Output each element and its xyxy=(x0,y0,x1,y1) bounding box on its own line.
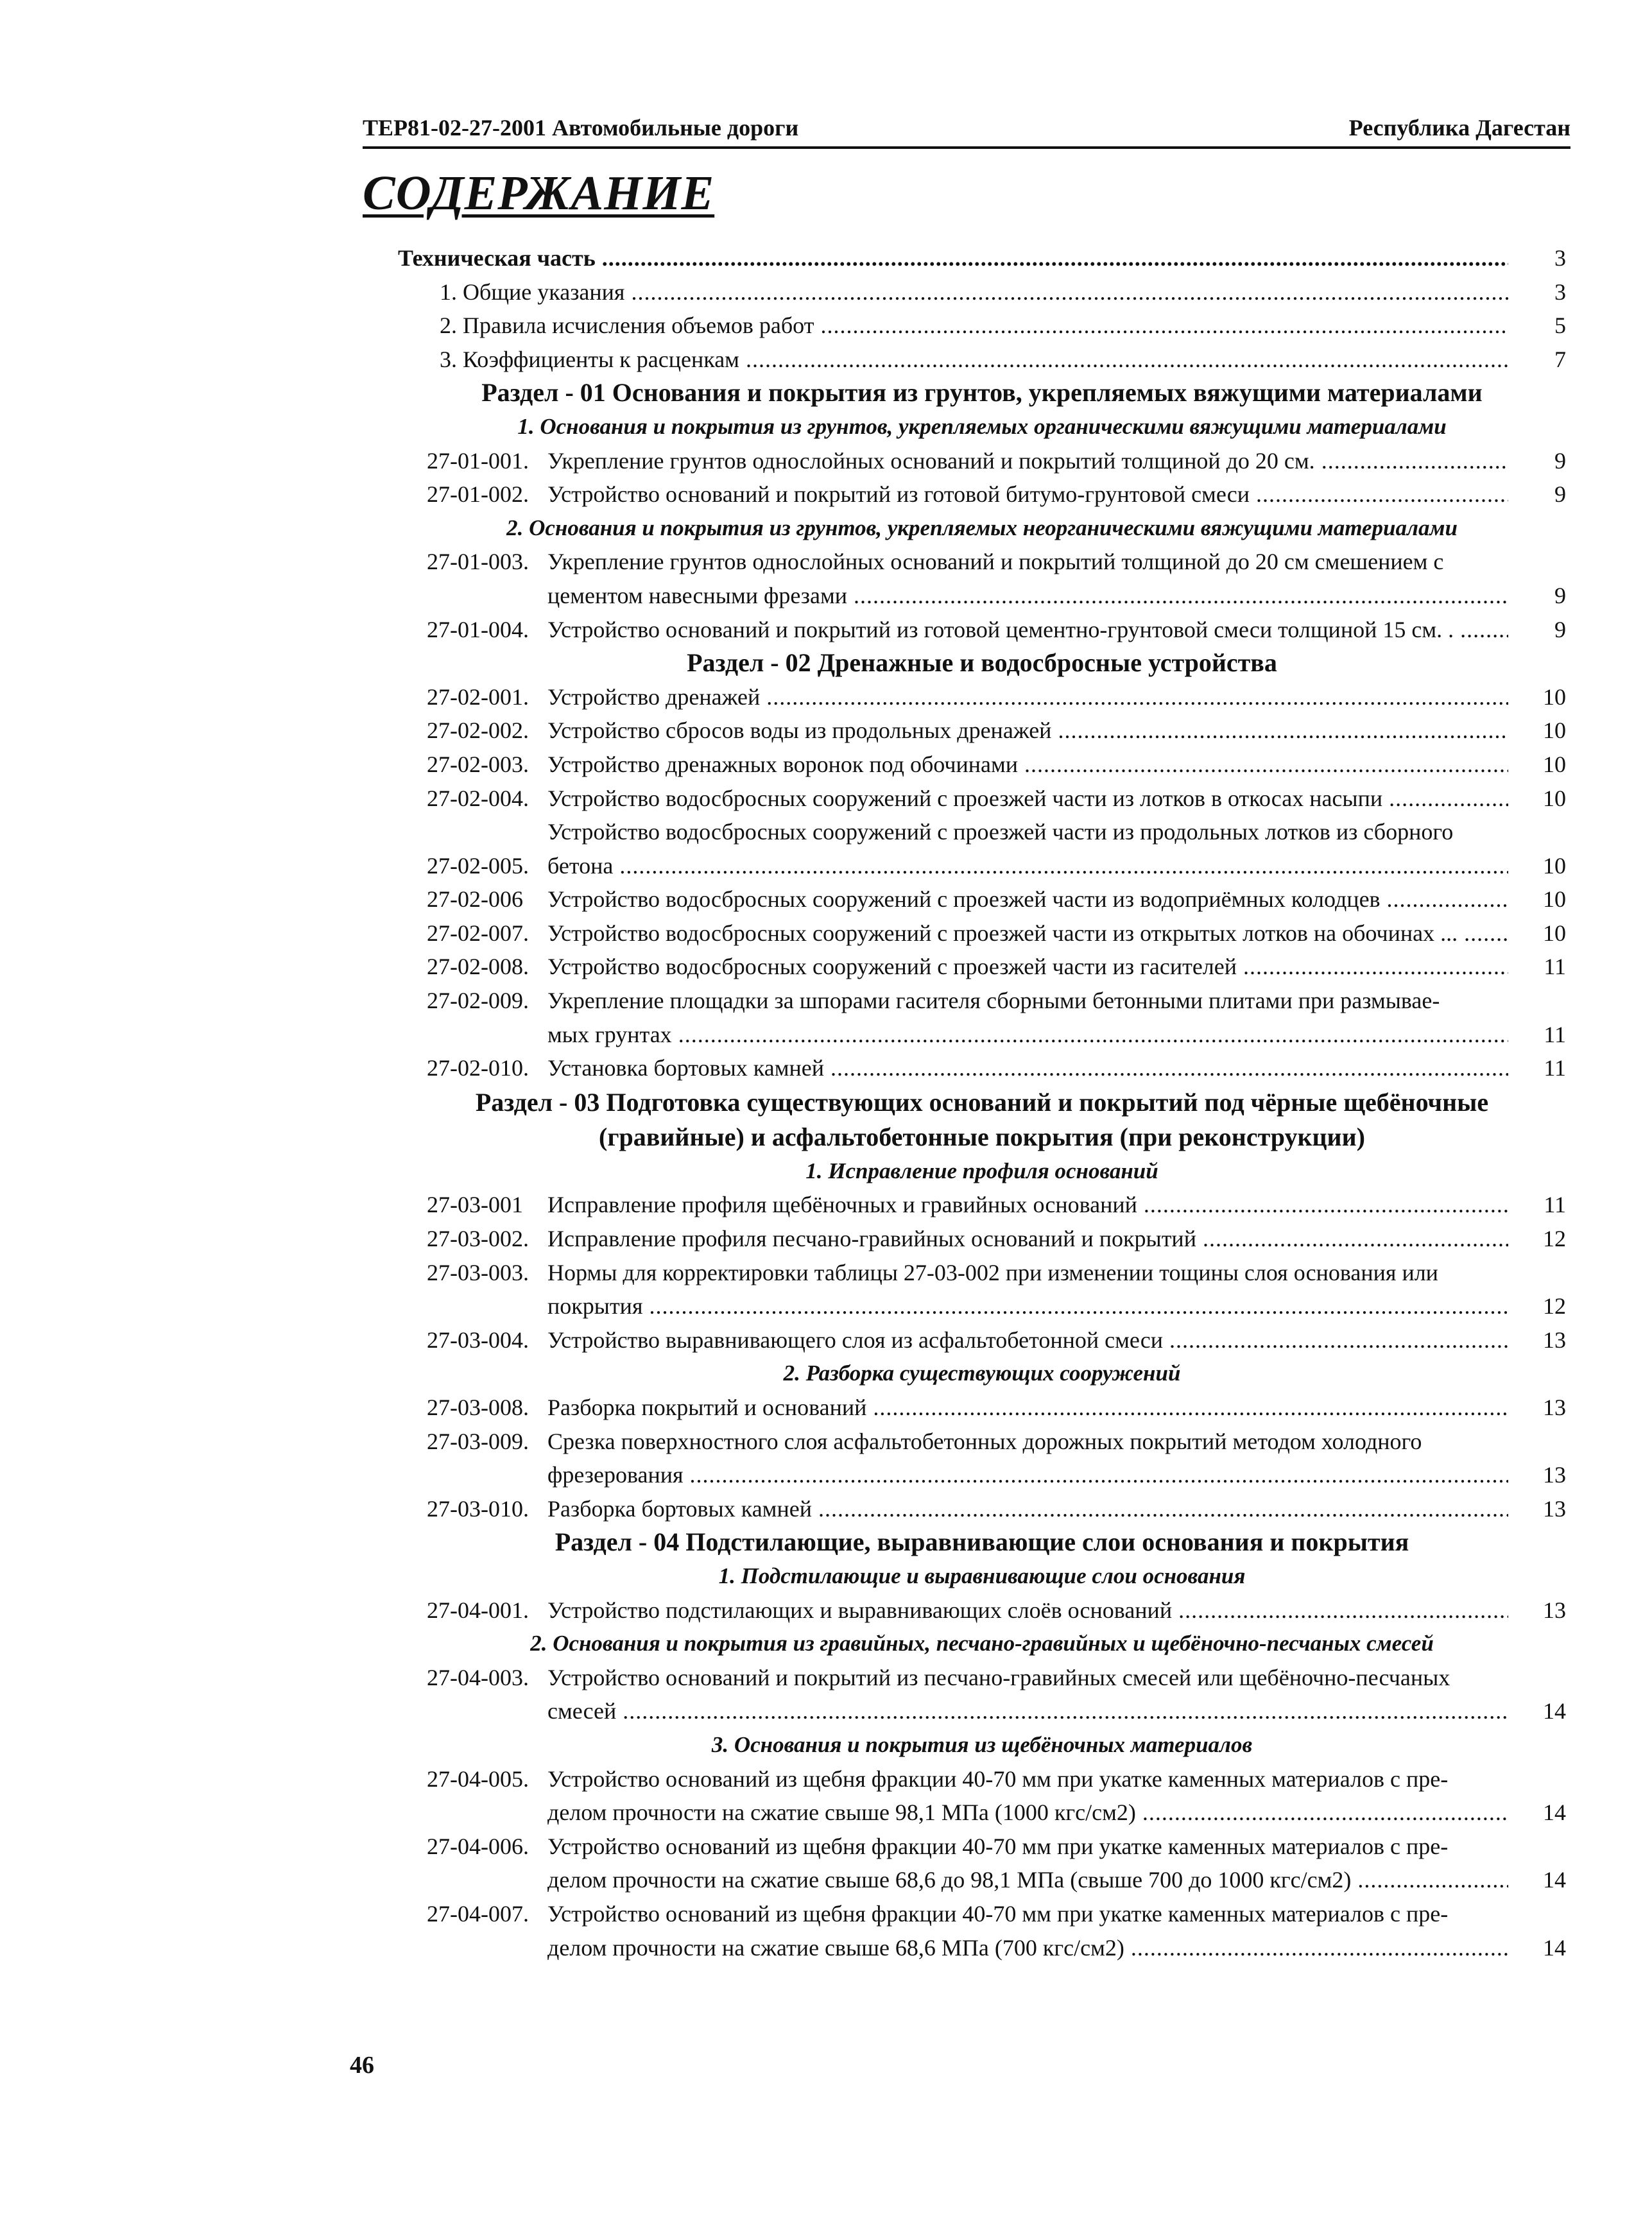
toc-entry-title xyxy=(547,1661,1508,1728)
header-region: Республика Дагестан xyxy=(1348,115,1570,141)
toc-entry-code: 27-03-001 xyxy=(427,1192,523,1218)
toc-entry[interactable] xyxy=(398,1051,1566,1085)
toc-entry-code: 27-02-004. xyxy=(427,785,529,811)
toc-entry-title: Техническая часть ..... xyxy=(398,241,1508,275)
toc-entry-title-line2: бетона ..... xyxy=(547,849,1508,883)
subsection-heading: 1. Подстилающие и выравнивающие слои основания xyxy=(718,1563,1246,1588)
toc-entry-title-line2: делом прочности на сжатие свыше 68,6 до 98,1 МПа (свыше 700 до 1000 кгс/см2) ..... xyxy=(547,1863,1508,1897)
toc-entry-code: 27-02-007. xyxy=(427,920,529,946)
toc-entry[interactable] xyxy=(398,1425,1566,1492)
toc-entry-page: 13 xyxy=(1543,1495,1566,1522)
header-document-title: ТЕР81-02-27-2001 Автомобильные дороги xyxy=(363,115,799,141)
toc-entry-page: 12 xyxy=(1543,1226,1566,1252)
toc-entry[interactable] xyxy=(398,1661,1566,1728)
section-heading: Раздел - 01 Основания и покрытия из грунтов, укрепляемых вяжущими материалами xyxy=(481,378,1483,408)
toc-entry-title-line2: делом прочности на сжатие свыше 68,6 МПа (700 кгс/см2) ..... xyxy=(547,1931,1508,1965)
toc-entry-title-line2: делом прочности на сжатие свыше 98,1 МПа (1000 кгс/см2) ..... xyxy=(547,1796,1508,1830)
toc-entry-page: 11 xyxy=(1544,1192,1566,1218)
toc-entry-code: 27-03-003. xyxy=(427,1259,529,1285)
page-number: 46 xyxy=(350,2052,374,2079)
toc-entry-title: Устройство водосбросных сооружений с проезжей части из лотков в откосах насыпи ..... xyxy=(547,782,1508,816)
toc-entry-title: Устройство оснований и покрытий из готовой цементно-грунтовой смеси толщиной 15 см. . ..... xyxy=(547,613,1508,647)
toc-entry[interactable] xyxy=(398,882,1566,916)
toc-entry-title: Разборка бортовых камней ..... xyxy=(547,1492,1508,1526)
running-header xyxy=(363,114,1570,149)
toc-entry-code: 27-03-009. xyxy=(427,1428,529,1454)
toc-entry[interactable] xyxy=(398,984,1566,1051)
toc-entry-page: 10 xyxy=(1543,852,1566,879)
toc-entry[interactable] xyxy=(398,1391,1566,1425)
toc-entry-title: Устройство водосбросных сооружений с проезжей части из открытых лотков на обочинах ... ..... xyxy=(547,916,1508,950)
toc-entry-page: 7 xyxy=(1554,346,1566,372)
subsection-heading: 1. Основания и покрытия из грунтов, укрепляемых органическими вяжущими материалами xyxy=(517,413,1447,439)
toc-entry-title: 3. Коэффициенты к расценкам ..... xyxy=(440,343,1508,377)
toc-entry-page: 14 xyxy=(1543,1698,1566,1724)
toc-entry[interactable] xyxy=(398,477,1566,511)
toc-entry-title-line1: Устройство оснований из щебня фракции 40-70 мм при укатке каменных материалов с пре- xyxy=(547,1833,1449,1859)
toc-entry-title: Исправление профиля песчано-гравийных оснований и покрытий ..... xyxy=(547,1222,1508,1256)
toc-entry-page: 3 xyxy=(1554,245,1566,271)
toc-entry-page: 13 xyxy=(1543,1327,1566,1353)
toc-entry[interactable] xyxy=(398,444,1566,478)
toc-entry-page: 14 xyxy=(1543,1800,1566,1826)
toc-entry-page: 10 xyxy=(1543,683,1566,710)
toc-entry-title-line1: Срезка поверхностного слоя асфальтобетонных дорожных покрытий методом холодного xyxy=(547,1428,1422,1454)
toc-entry-code: 27-02-003. xyxy=(427,751,529,777)
toc-entry-code: 27-03-004. xyxy=(427,1327,529,1353)
toc-entry-title xyxy=(547,815,1508,882)
toc-entry-page: 10 xyxy=(1543,717,1566,744)
toc-entry-title-line1: Укрепление грунтов однослойных оснований и покрытий толщиной до 20 см смешением с xyxy=(547,549,1444,575)
toc-entry[interactable] xyxy=(398,916,1566,950)
toc-entry-code: 27-04-006. xyxy=(427,1833,529,1859)
toc-entry-title xyxy=(547,1256,1508,1323)
toc-entry-code: 27-02-002. xyxy=(427,717,529,744)
toc-entry-code: 27-02-001. xyxy=(427,683,529,710)
toc-entry-code: 27-03-010. xyxy=(427,1495,529,1522)
toc-entry-page: 11 xyxy=(1544,1055,1566,1081)
toc-entry-title: Разборка покрытий и оснований ..... xyxy=(547,1391,1508,1425)
toc-entry-code: 27-03-008. xyxy=(427,1395,529,1420)
toc-entry-page: 10 xyxy=(1543,751,1566,777)
toc-entry[interactable] xyxy=(398,309,1566,343)
toc-entry-page: 13 xyxy=(1543,1462,1566,1488)
toc-entry[interactable] xyxy=(398,1222,1566,1256)
toc-entry[interactable] xyxy=(398,1492,1566,1526)
subsection-heading: 3. Основания и покрытия из щебёночных материалов xyxy=(711,1731,1253,1757)
toc-entry-page: 11 xyxy=(1544,1021,1566,1047)
toc-entry[interactable] xyxy=(398,782,1566,816)
toc-entry-title: Устройство водосбросных сооружений с проезжей части из водоприёмных колодцев ..... xyxy=(547,882,1508,916)
toc-entry-title: Устройство дренажей ..... xyxy=(547,680,1508,714)
toc-entry-title-line2: цементом навесными фрезами ..... xyxy=(547,579,1508,613)
toc-entry-title: Установка бортовых камней ..... xyxy=(547,1051,1508,1085)
toc-entry-page: 10 xyxy=(1543,920,1566,946)
section-heading: Раздел - 03 Подготовка существующих оснований и покрытий под чёрные щебёночные (гравийные) и асфальтобетонные покрытия (при реконструкции) xyxy=(475,1087,1489,1151)
toc-entry[interactable] xyxy=(398,545,1566,612)
toc-entry-tech[interactable] xyxy=(398,241,1566,275)
toc-entry-title: Устройство дренажных воронок под обочинами ..... xyxy=(547,748,1508,782)
toc-entry-page: 5 xyxy=(1554,313,1566,339)
toc-entry-page: 11 xyxy=(1544,954,1566,980)
subsection-heading: 2. Основания и покрытия из грунтов, укрепляемых неорганическими вяжущими материалами xyxy=(506,515,1458,540)
toc-entry-title-line1: Устройство оснований и покрытий из песчано-гравийных смесей или щебёночно-песчаных xyxy=(547,1664,1450,1690)
toc-entry-title-line1: Устройство оснований из щебня фракции 40-70 мм при укатке каменных материалов с пре- xyxy=(547,1766,1449,1792)
toc-entry[interactable] xyxy=(398,275,1566,309)
toc-entry-title: Устройство сбросов воды из продольных дренажей ..... xyxy=(547,714,1508,748)
toc-entry-code: 27-01-004. xyxy=(427,616,529,642)
toc-entry-title xyxy=(547,545,1508,612)
toc-entry[interactable] xyxy=(398,714,1566,748)
toc-entry[interactable] xyxy=(398,343,1566,377)
toc-entry-title-line2: мых грунтах ..... xyxy=(547,1018,1508,1052)
toc-entry-title xyxy=(547,1762,1508,1830)
subsection-heading: 1. Исправление профиля оснований xyxy=(805,1158,1158,1183)
toc-entry-title-line1: Укрепление площадки за шпорами гасителя сборными бетонными плитами при размывае- xyxy=(547,988,1440,1014)
toc-entry-code: 27-02-008. xyxy=(427,954,529,980)
toc-entry-page: 10 xyxy=(1543,886,1566,913)
toc-entry-title: Устройство водосбросных сооружений с проезжей части из гасителей ..... xyxy=(547,950,1508,984)
toc-title: СОДЕРЖАНИЕ xyxy=(363,166,715,220)
toc-entry-title-line2: покрытия ..... xyxy=(547,1289,1508,1323)
toc-entry-code: 27-01-003. xyxy=(427,549,529,575)
toc-entry-title xyxy=(547,1425,1508,1492)
toc-entry-title: Устройство подстилающих и выравнивающих слоёв оснований ..... xyxy=(547,1594,1508,1628)
section-heading: Раздел - 02 Дренажные и водосбросные устройства xyxy=(687,648,1277,678)
toc-entry-code: 27-02-005. xyxy=(427,852,529,879)
toc-entry-title: Устройство выравнивающего слоя из асфальтобетонной смеси ..... xyxy=(547,1323,1508,1357)
toc-entry-title xyxy=(547,1830,1508,1897)
toc-entry-code: 27-04-005. xyxy=(427,1766,529,1792)
toc-entry-page: 12 xyxy=(1543,1293,1566,1319)
toc-entry-code: 27-01-002. xyxy=(427,481,529,508)
toc-entry-code: 27-01-001. xyxy=(427,447,529,474)
toc-entry-title xyxy=(547,984,1508,1051)
toc-entry[interactable] xyxy=(398,1830,1566,1897)
toc-entry-page: 13 xyxy=(1543,1395,1566,1420)
toc-entry-page: 10 xyxy=(1543,785,1566,811)
toc-entry-code: 27-02-009. xyxy=(427,988,529,1014)
toc-entry-title: 1. Общие указания ..... xyxy=(440,275,1508,309)
toc-entry[interactable] xyxy=(398,1256,1566,1323)
toc-entry-code: 27-03-002. xyxy=(427,1226,529,1252)
section-heading: Раздел - 04 Подстилающие, выравнивающие слои основания и покрытия xyxy=(555,1527,1409,1557)
toc-entry[interactable] xyxy=(398,1897,1566,1964)
toc-entry-title: 2. Правила исчисления объемов работ ..... xyxy=(440,309,1508,343)
toc-entry[interactable] xyxy=(398,950,1566,984)
toc-entry-code: 27-02-006 xyxy=(427,886,523,913)
toc-entry-title-line1: Нормы для корректировки таблицы 27-03-002 при изменении тощины слоя основания или xyxy=(547,1259,1438,1285)
toc-entry[interactable] xyxy=(398,748,1566,782)
toc-entry-title-line1: Устройство водосбросных сооружений с проезжей части из продольных лотков из сборного xyxy=(547,819,1454,845)
toc-entry-title-line1: Устройство оснований из щебня фракции 40-70 мм при укатке каменных материалов с пре- xyxy=(547,1900,1449,1927)
toc-entry-page: 13 xyxy=(1543,1597,1566,1623)
table-of-contents xyxy=(398,241,1566,1964)
toc-entry[interactable] xyxy=(398,680,1566,714)
toc-entry-title-line2: фрезерования ..... xyxy=(547,1458,1508,1492)
subsection-heading: 2. Разборка существующих сооружений xyxy=(783,1361,1181,1386)
toc-entry-page: 9 xyxy=(1554,616,1566,642)
toc-entry-title: Исправление профиля щебёночных и гравийных оснований ..... xyxy=(547,1188,1508,1222)
toc-entry-page: 9 xyxy=(1554,447,1566,474)
toc-entry-page: 14 xyxy=(1543,1867,1566,1893)
toc-entry-title: Устройство оснований и покрытий из готовой битумо-грунтовой смеси ..... xyxy=(547,477,1508,511)
toc-entry[interactable] xyxy=(398,1762,1566,1830)
toc-entry-title-line2: смесей ..... xyxy=(547,1694,1508,1728)
toc-entry[interactable] xyxy=(398,1594,1566,1628)
toc-entry-page: 9 xyxy=(1554,481,1566,508)
toc-entry-code: 27-04-007. xyxy=(427,1900,529,1927)
toc-entry-page: 9 xyxy=(1554,582,1566,608)
toc-entry-title xyxy=(547,1897,1508,1964)
toc-entry[interactable] xyxy=(398,613,1566,647)
toc-entry-code: 27-04-003. xyxy=(427,1664,529,1690)
toc-entry-page: 3 xyxy=(1554,279,1566,305)
toc-entry[interactable] xyxy=(398,815,1566,882)
toc-entry[interactable] xyxy=(398,1188,1566,1222)
toc-entry-title: Укрепление грунтов однослойных оснований и покрытий толщиной до 20 см. ..... xyxy=(547,444,1508,478)
toc-entry-code: 27-04-001. xyxy=(427,1597,529,1623)
subsection-heading: 2. Основания и покрытия из гравийных, песчано-гравийных и щебёночно-песчаных смесей xyxy=(530,1631,1434,1656)
toc-entry[interactable] xyxy=(398,1323,1566,1357)
toc-entry-code: 27-02-010. xyxy=(427,1055,529,1081)
toc-entry-page: 14 xyxy=(1543,1934,1566,1961)
